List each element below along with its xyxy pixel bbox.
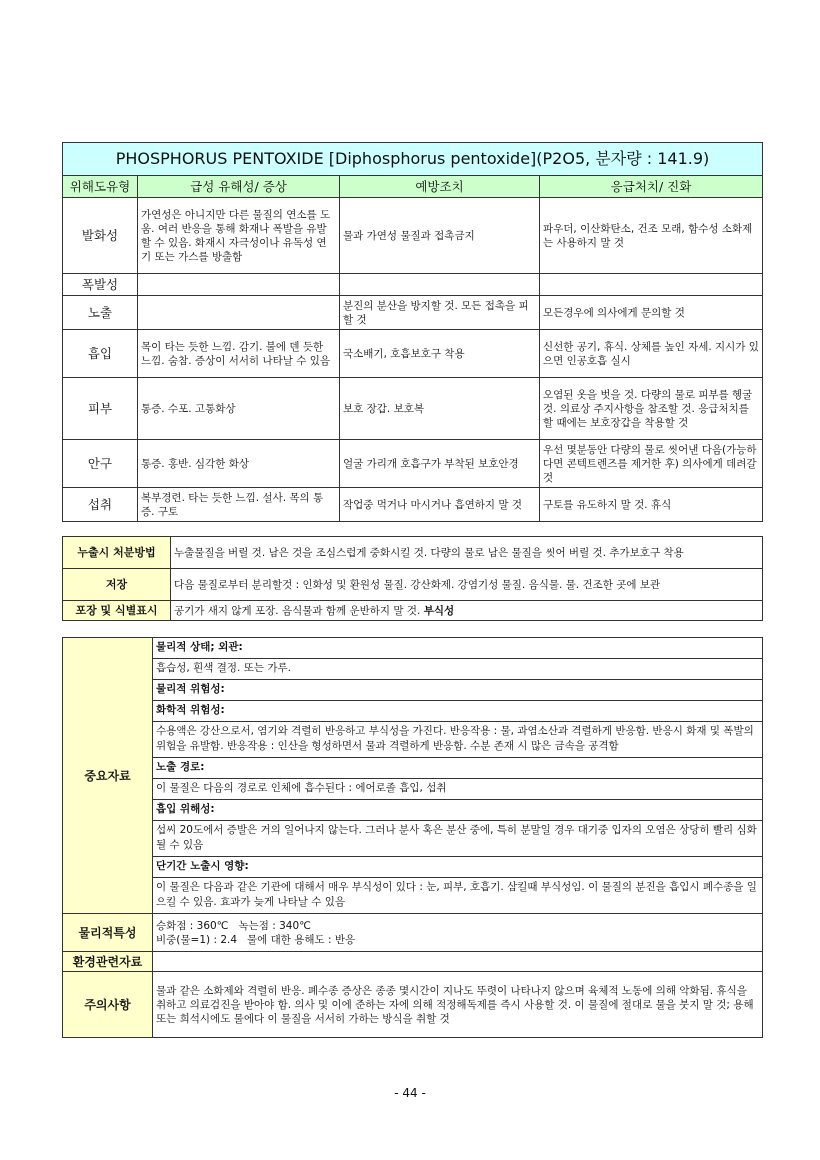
physical-line-2: 비중(물=1) : 2.4 물에 대한 용해도 : 반응 [156,933,356,946]
packaging-label: 포장 및 식별표시 [63,601,171,621]
row-first-aid: 모든경우에 의사에게 문의할 것 [540,296,763,330]
row-first-aid: 구토를 유도하지 말 것. 휴식 [540,488,763,522]
row-category: 흡입 [63,330,138,378]
row-category: 섭취 [63,488,138,522]
important-data-heading: 흡입 위해성: [153,800,762,821]
row-symptoms: 통증. 수포. 고통화상 [138,378,340,440]
important-data-label: 중요자료 [63,638,153,914]
important-data-paragraph: 수용액은 강산으로서, 염기와 격렬히 반응하고 부식성을 가진다. 반응작용 : 물, 과염소산과 격렬하게 반응함. 반응시 화재 및 폭발의 위험을 유발함. 반응작용 : 인산을 형성하면서 물과 격렬하게 반응함. 수분 존재 시 많은 금속을 공격함 [153,722,762,758]
header-prevention: 예방조치 [340,176,540,198]
table-row [63,488,763,522]
row-category: 피부 [63,378,138,440]
row-first-aid [540,274,763,296]
table-row [63,440,763,488]
row-first-aid: 신선한 공기, 휴식. 상체를 높인 자세. 지시가 있으면 인공호흡 실시 [540,330,763,378]
header-hazard-type: 위해도유형 [63,176,138,198]
important-data-heading: 물리적 위험성: [153,680,762,701]
important-data-content [153,638,763,914]
row-prevention: 물과 가연성 물질과 접촉금지 [340,198,540,274]
row-symptoms: 목이 타는 듯한 느낌. 감기. 불에 덴 듯한 느낌. 숨참. 증상이 서서히 나타날 수 있음 [138,330,340,378]
important-data-heading: 단기간 노출시 영향: [153,857,762,878]
physical-line-1: 승화점 : 360℃ 녹는점 : 340℃ [156,919,311,932]
row-category: 발화성 [63,198,138,274]
table-row [63,296,763,330]
packaging-cell [171,601,763,621]
important-data-paragraph: 이 물질은 다음의 경로로 인체에 흡수된다 : 에어로졸 흡입, 섭취 [153,779,762,800]
row-first-aid: 우선 몇분동안 다량의 물로 씻어낸 다음(가능하다면 콘텍트렌즈를 제거한 후) 의사에게 데려갈 것 [540,440,763,488]
important-data-paragraph: 이 물질은 다음과 같은 기관에 대해서 매우 부식성이 있다 : 눈, 피부, 호흡기. 삼킬때 부식성임. 이 물질의 분진을 흡입시 폐수종을 일으킬 수 있음. 효과가 늦게 나타날 수 있음 [156,881,757,908]
info-table [62,637,763,1038]
environment-text [153,952,763,972]
important-data-heading: 노출 경로: [153,758,762,779]
table-row [63,198,763,274]
caution-text: 물과 같은 소화제와 격렬히 반응. 폐수종 증상은 종종 몇시간이 지나도 뚜렷이 나타나지 않으며 육체적 노동에 의해 악화됨. 휴식을 취하고 의료검진을 받아야 함. 의사 및 이에 준하는 자에 의해 적정해독제를 즉시 사용할 것. 이 물질에 절대로 물을 붓지 말 것; 용해 또는 희석시에도 물에다 이 물질을 서서히 가하는 방식을 취할 것 [153,972,763,1038]
important-data-heading: 물리적 상태; 외관: [153,638,762,659]
header-symptoms: 급성 유해성/ 증상 [138,176,340,198]
row-category: 안구 [63,440,138,488]
row-symptoms [138,274,340,296]
row-symptoms: 통증. 홍반. 심각한 화상 [138,440,340,488]
packaging-text: 공기가 새지 않게 포장. 음식물과 함께 운반하지 말 것. [174,604,421,617]
physical-properties-content [153,914,763,952]
row-symptoms: 복부경련. 타는 듯한 느낌. 설사. 목의 통증. 구토 [138,488,340,522]
row-category: 폭발성 [63,274,138,296]
row-prevention: 국소배기, 호흡보호구 착용 [340,330,540,378]
document-title: PHOSPHORUS PENTOXIDE [Diphosphorus pentoxide](P2O5, 분자량 : 141.9) [63,143,763,176]
row-prevention: 얼굴 가리개 호흡구가 부착된 보호안경 [340,440,540,488]
row-prevention: 작업중 먹거나 마시거나 흡연하지 말 것 [340,488,540,522]
spill-disposal-label: 누출시 처분방법 [63,537,171,569]
important-data-heading: 화학적 위험성: [153,701,762,722]
table-row [63,378,763,440]
row-first-aid: 파우더, 이산화탄소, 건조 모래, 함수성 소화제는 사용하지 말 것 [540,198,763,274]
table-row [63,274,763,296]
spill-disposal-text: 누출물질을 버릴 것. 남은 것을 조심스럽게 중화시킬 것. 다량의 물로 남은 물질을 씻어 버릴 것. 추가보호구 착용 [171,537,763,569]
row-symptoms [138,296,340,330]
row-prevention: 보호 장갑. 보호복 [340,378,540,440]
hazard-table [62,142,763,522]
important-data-paragraph: 흡습성, 흰색 결정. 또는 가루. [153,659,762,680]
row-symptoms: 가연성은 아니지만 다른 물질의 연소를 도움. 여러 반응을 통해 화재나 폭발을 유발할 수 있음. 화재시 자극성이나 유독성 연기 또는 가스를 방출함 [138,198,340,274]
storage-text: 다음 물질로부터 분리할것 : 인화성 및 환원성 물질. 강산화제. 강염기성 물질. 음식물. 물. 건조한 곳에 보관 [171,569,763,601]
header-first-aid: 응급처치/ 진화 [540,176,763,198]
important-data-paragraph: 섭씨 20도에서 증발은 거의 일어나지 않는다. 그러나 분사 혹은 분산 중에, 특히 분말일 경우 대기중 입자의 오염은 상당히 빨리 심화될 수 있음 [153,821,762,857]
row-first-aid: 오염된 옷을 벗을 것. 다량의 물로 피부를 헹굴 것. 의료상 주지사항을 참조할 것. 응급처치를 할 때에는 보호장갑을 착용할 것 [540,378,763,440]
packaging-bold-text: 부식성 [423,604,455,617]
row-category: 노출 [63,296,138,330]
environment-label: 환경관련자료 [63,952,153,972]
page-number: - 44 - [394,1086,426,1100]
handling-table [62,536,763,621]
storage-label: 저장 [63,569,171,601]
row-prevention [340,274,540,296]
row-prevention: 분진의 분산을 방지할 것. 모든 접촉을 피할 것 [340,296,540,330]
physical-properties-label: 물리적특성 [63,914,153,952]
table-row [63,330,763,378]
caution-label: 주의사항 [63,972,153,1038]
